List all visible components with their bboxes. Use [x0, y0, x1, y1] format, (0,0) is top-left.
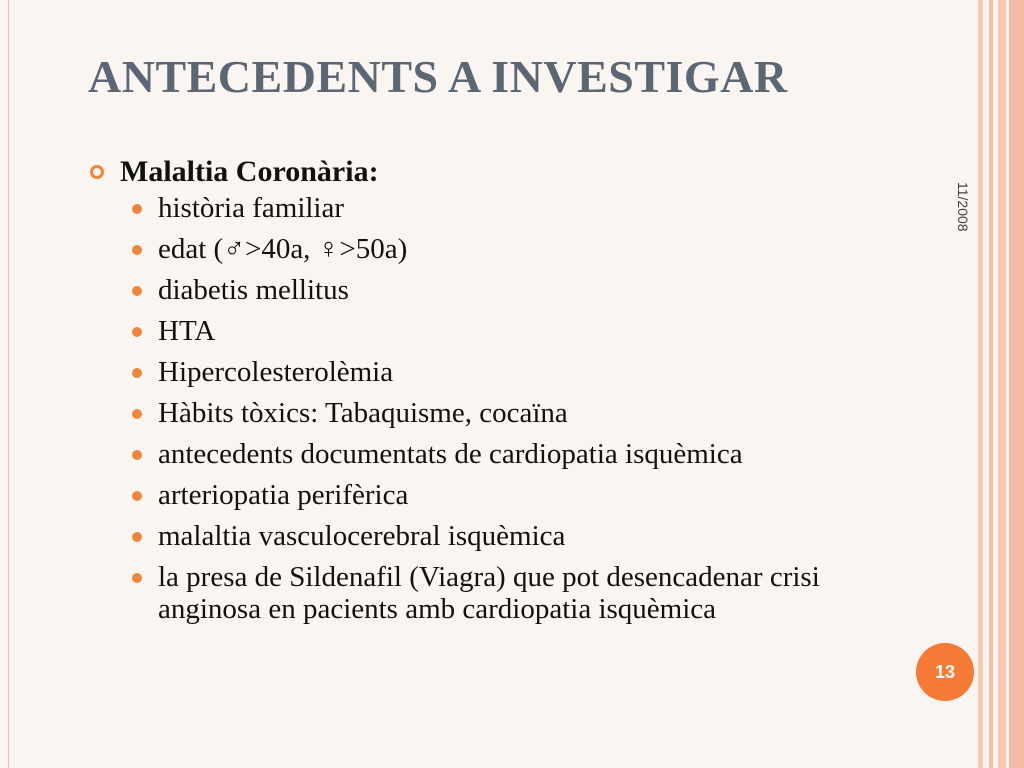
slide-date: 11/2008	[955, 182, 971, 232]
list-item-text: Hàbits tòxics: Tabaquisme, cocaïna	[158, 397, 568, 429]
decorative-stripe	[998, 0, 1006, 768]
list-item	[132, 192, 888, 224]
dot-bullet-icon	[132, 573, 142, 583]
list-item-text: malaltia vasculocerebral isquèmica	[158, 520, 566, 552]
list-item-text: arteriopatia perifèrica	[158, 479, 409, 511]
list-item	[132, 520, 888, 552]
slide-title: ANTECEDENTS A INVESTIGAR	[88, 51, 788, 102]
section-heading-item	[88, 152, 888, 192]
dot-bullet-icon	[132, 327, 142, 337]
list-item-text: HTA	[158, 315, 216, 347]
dot-bullet-icon	[132, 450, 142, 460]
bullet-list	[88, 192, 888, 625]
list-item	[132, 479, 888, 511]
list-item	[132, 274, 888, 306]
slide-body	[88, 152, 888, 634]
ring-bullet-icon	[90, 165, 104, 179]
dot-bullet-icon	[132, 245, 142, 255]
list-item	[132, 438, 888, 470]
list-item	[132, 561, 888, 625]
dot-bullet-icon	[132, 286, 142, 296]
dot-bullet-icon	[132, 491, 142, 501]
list-item-text: diabetis mellitus	[158, 274, 349, 306]
section-heading: Malaltia Coronària:	[120, 155, 379, 188]
list-item-text: història familiar	[158, 192, 345, 224]
list-item	[132, 397, 888, 429]
dot-bullet-icon	[132, 368, 142, 378]
list-item-text: edat (♂>40a, ♀>50a)	[158, 233, 408, 265]
list-item	[132, 356, 888, 388]
dot-bullet-icon	[132, 409, 142, 419]
list-item-text: antecedents documentats de cardiopatia isquèmica	[158, 438, 743, 470]
list-item-text: la presa de Sildenafil (Viagra) que pot desencadenar crisi anginosa en pacients amb cardiopatia isquèmica	[158, 561, 820, 625]
decorative-stripe	[1009, 0, 1024, 768]
dot-bullet-icon	[132, 204, 142, 214]
list-item-text: Hipercolesterolèmia	[158, 356, 394, 388]
dot-bullet-icon	[132, 532, 142, 542]
list-item	[132, 233, 888, 265]
page-number-badge: 13	[916, 643, 974, 701]
list-item	[132, 315, 888, 347]
left-border-line	[8, 0, 9, 768]
